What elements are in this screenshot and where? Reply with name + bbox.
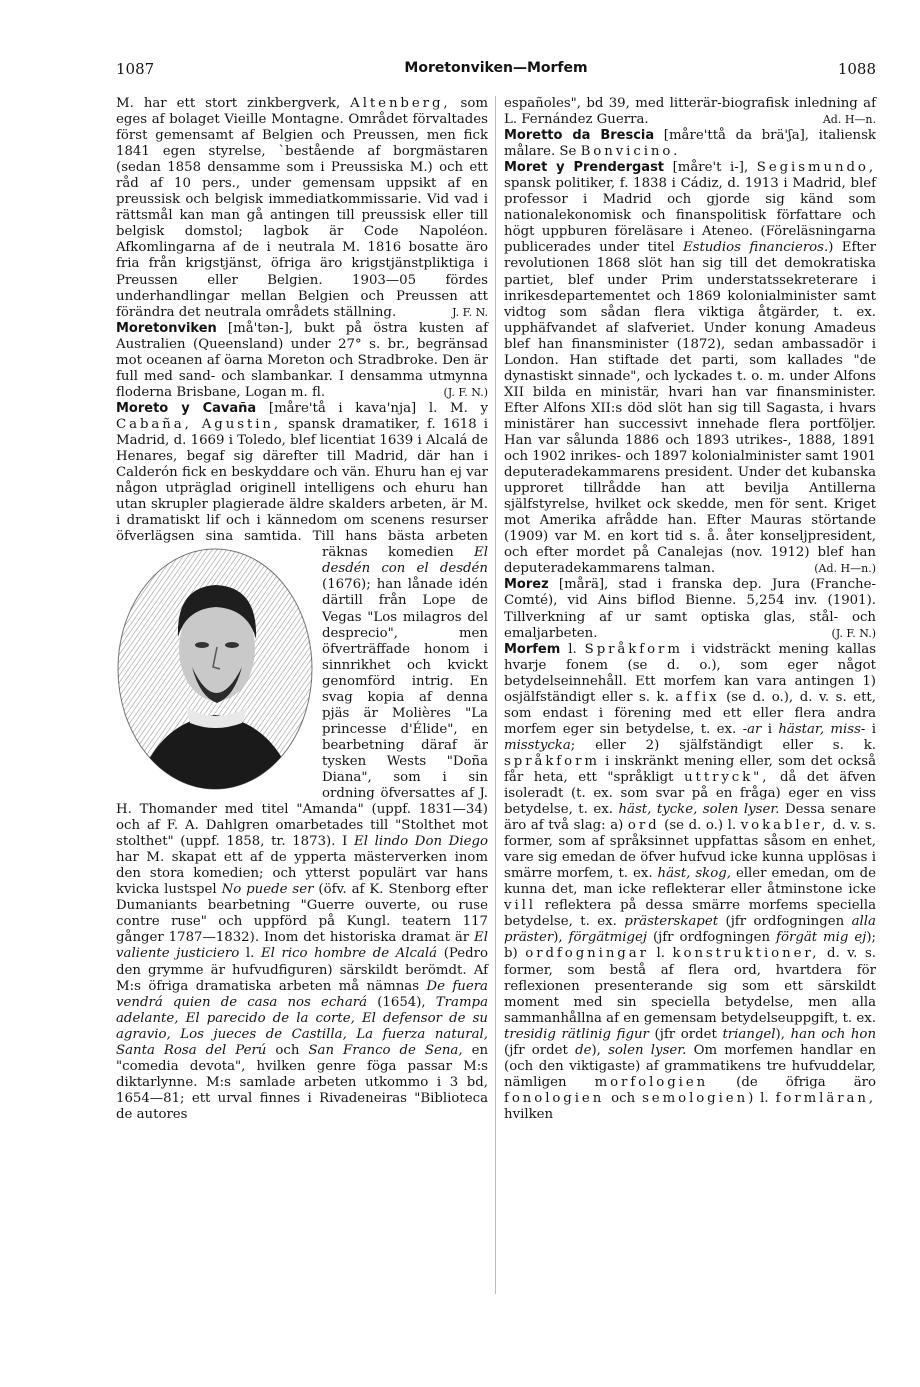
text: M. har ett stort zinkbergverk,	[116, 96, 341, 111]
text: Dessa senare äro af två slag: a)	[504, 802, 876, 834]
headword: Moreto y Cavaña	[116, 400, 257, 416]
text: (jfr ordfogningen	[652, 930, 771, 946]
text: (Pedro den grymme är hufvudfiguren) särskildt berömdt. Af M:s öfriga dramatiska arbeten må nämnas	[116, 946, 488, 994]
page-header	[116, 60, 876, 84]
text: l.	[568, 641, 577, 657]
text: [måre'tå i kava'nja] l. M. y	[268, 400, 488, 416]
text: i	[767, 721, 772, 737]
italic-term: han och hon	[790, 1026, 877, 1042]
italic-title: El rico hombre de Alcalá	[260, 946, 438, 962]
italic-title: Trampa adelante, El parecido de la corte, El defensor de su agravio, Los jueces de Castilla, La fuerza natural, Santa Rosa del Perú	[116, 994, 488, 1058]
italic-term: prästerskapet	[624, 914, 719, 930]
signature: J. F. N.	[452, 305, 488, 319]
text: (se d. o.) l.	[664, 818, 737, 834]
headword: Moretto da Brescia	[504, 128, 655, 144]
text: (jfr ordfogningen	[725, 914, 845, 930]
text: då det äfven isoleradt (t. ex. som svar på en fråga) eger en viss betydelse, t. ex.	[504, 769, 876, 818]
text: [må'tən-], bukt på östra kusten af Australien (Queensland) under 27° s. br., begränsad mot oceanen af öarna Moreton och Stradbroke. Den är full med sand- och slambankar. I densamma utmynna floderna Brisbane, Logan m. fl.	[116, 320, 489, 400]
signature: (J. F. N.)	[443, 385, 488, 399]
signature: Ad. H—n.	[822, 113, 876, 127]
right-column	[504, 96, 876, 1123]
entry-moret	[504, 160, 876, 577]
text: (öfv. af K. Stenborg efter Dumaniants bearbetning "Guerre ouverte, ou ruse contre ruse" och uppförd på Kungl. teatern 117 gånger 1787—1832). Inom det historiska dramat är	[116, 882, 489, 946]
text: spansk politiker, f. 1838 i Cádiz, d. 1913 i Madrid, blef professor i Madrid och gjorde sig känd som nationalekonomisk och finanspolitisk författare och högt uppburen föreläsare i Ateneo. (Föreläsningarna publicerades under titel	[504, 176, 876, 256]
text: och	[611, 1090, 636, 1106]
text: d. v. s. former, som bestå af flera ord, hvartdera för reflexionen presenterande sig som ett särskildt moment med sin speciella betydelse, men alla sammanhållna af en gemensam betydelseuppgift, t. ex.	[504, 946, 877, 1026]
spaced-text: ordfogningar	[525, 946, 649, 962]
italic-title: San Franco de Sena,	[308, 1042, 463, 1058]
text: spansk dramatiker, f. 1618 i Madrid, d. 1669 i Toledo, blef licentiat 1639 i Alcalá de Henares, begaf sig därefter till Madrid, där han i Calderón fick en beskyddare och vän. Ehuru han ej var någon utpräglad originell intelligens och ehuru han utan skrupler plagierade äldre skalders arbeten, är M. i dramatiskt lif och i kännedom om scenens resurser öfverlägsen sina samtida. Till hans bästa arbeten räknas komedien	[116, 416, 488, 561]
entry-moretto	[504, 128, 876, 160]
italic-title: El valiente justiciero	[116, 930, 488, 962]
headword: Moretonviken	[116, 320, 217, 336]
spaced-text: Språkform	[584, 641, 683, 657]
text: ) l.	[748, 1090, 769, 1106]
text: [måre't i-],	[672, 160, 749, 176]
spaced-text: Cabaña, Agustin,	[116, 416, 282, 432]
text: l.	[245, 946, 255, 962]
entry-monster-continued	[116, 96, 488, 321]
text: [mårä], stad i franska dep. Jura (Franche-Comté), vid Ains biflod Bienne. 5,254 inv. (1901). Tillverkning af ur samt optiska glas, stål- och emaljarbeten.	[504, 577, 876, 641]
italic-term: triangel	[722, 1026, 776, 1042]
text: españoles", bd 39, med litterär-biografisk inledning af L. Fernández Guerra.	[504, 96, 876, 128]
text: ); b)	[504, 930, 876, 962]
spaced-text: Segismundo,	[756, 160, 877, 176]
text: ),	[553, 930, 563, 946]
text: i vidsträckt mening kallas hvarje fonem (se d. o.), som eger något betydelseinnehåll. Ett morfem kan vara antingen 1) osjälfständigt eller s. k.	[504, 641, 877, 705]
entry-moreto	[116, 401, 488, 1123]
italic-term: alla präster	[504, 914, 876, 946]
italic-term: häst, tycke, solen lyser.	[618, 802, 780, 818]
text: (jfr ordet	[654, 1026, 717, 1042]
signature: (Ad. H—n.)	[814, 562, 876, 576]
spaced-text: morfologien	[594, 1074, 709, 1090]
text: (1654),	[377, 994, 426, 1010]
text: (de öfriga äro	[736, 1074, 876, 1090]
spaced-text: vokabler,	[740, 818, 829, 834]
text: en "comedia devota", hvilken genre föga passar M:s diktarlynne. M:s samlade arbeten utkommo i 3 bd, 1654—81; ett urval finnes i Rivadeneiras "Biblioteca de autores	[116, 1042, 489, 1122]
italic-term: häst, skog,	[657, 866, 731, 882]
italic-term: tresidig rätlinig figur	[504, 1026, 649, 1042]
signature: (J. F. N.)	[831, 626, 876, 640]
spaced-text: ord	[627, 818, 660, 834]
text: och	[275, 1042, 300, 1058]
text: (1676); han lånade idén därtill från Lope de Vegas "Los milagros del desprecio", men öfverträffade honom i sinnrikhet och kvickt genomförd intrig. En svag kopia af denna pjäs är Molières "La princesse d'Élide", en bearbetning däraf är tysken Wests "Doña Diana", som i sin ordning öfversattes af J. H. Thomander med titel "Amanda" (uppf. 1831—34) och af F. A. Dahlgren omarbetades till "Stolthet mot stolthet" (uppf. 1858, tr. 1873). I	[116, 577, 488, 850]
text: ) Efter revolutionen 1868 slöt han sig till det demokratiska partiet, blef under Prim understatssekreterare i inrikesdepartementet och 1869 kolonialminister samt vidtog som sådan flera viktiga åtgärder, t. ex. upphäfvandet af slafveriet. Under konung Amadeus blef han finansminister (1872), sedan ambassadör i London. Han stiftade det parti, som kallades "de dynastiskt sinnade", och lyckades t. o. m. under Alfons XII bilda en ministär, hvari han var finansminister. Efter Alfons XII:s död slöt han sig till Sagasta, i hvars ministärer han successivt innehade flera portföljer. Han var sålunda 1886 och 1893 utrikes-, 1888, 1891 och 1902 inrikes- och 1897 kolonialminister samt 1901 deputeradekammarens president. Under det kubanska upproret tillrådde han att bevilja Antillerna själfstyrelse, hvilket ock skedde, men för sent. Kriget mot Amerika afrådde han. Efter Mauras störtande (1909) var M. en kort tid s. å. åter konseljpresident, och efter mordet på Canalejas (nov. 1912) blef han deputeradekammarens talman.	[504, 240, 876, 577]
spaced-text: fonologien	[504, 1090, 605, 1106]
spaced-text: uttryck",	[684, 769, 770, 785]
page-number-left: 1087	[116, 60, 155, 78]
spaced-text: vill	[504, 898, 536, 914]
italic-term: misstycka	[504, 737, 571, 753]
italic-term: hästar, miss-	[778, 721, 866, 737]
spaced-text: affix	[675, 689, 720, 705]
text: i inskränkt mening eller, som det också får heta, ett "språkligt	[504, 753, 876, 785]
entry-moreto-continued	[504, 96, 876, 128]
text: [måre'ttå da brä'ʃa], italiensk målare. Se	[504, 128, 876, 160]
running-title: Moretonviken—Morfem	[404, 60, 588, 76]
spaced-text: konstruktioner,	[672, 946, 820, 962]
italic-title: Estudios financieros.	[682, 240, 829, 256]
text: Om morfemen handlar en (och den viktigaste) af grammatikens tre hufvuddelar, nämligen	[504, 1042, 877, 1090]
text: eller emedan, om de kunna det, man icke reflekterar eller åtminstone icke	[504, 866, 876, 898]
text: som eges af bolaget Vieille Montagne. Området förvaltades först gemensamt af Belgien och Preussen, men fick 1841 egen styrelse, `bestående af borgmästaren (sedan 1858 densamme som i Preussiska M.) och ett råd af 10 pers., under gemensam uppsikt af en preussisk och belgisk immediatkommissarie. Vid vad i rättsmål kan man gå antingen till preussisk eller till belgisk domstol; lagbok är Code Napoléon. Afkomlingarna af de i neutrala M. 1816 bosatte äro fria från krigstjänst, öfriga äro krigstjänstpliktiga i Preussen eller Belgien. 1903—05 fördes underhandlingar mellan Belgien och Preussen att förändra det neutrala områdets ställning.	[116, 96, 488, 320]
text: ; eller 2) själfständigt eller s. k.	[570, 737, 876, 753]
spaced-text: Bonvicino.	[580, 144, 681, 160]
italic-term: förgät mig ej	[776, 930, 867, 946]
spaced-text: språkform	[504, 753, 600, 769]
italic-title: El desdén con el desdén	[322, 545, 489, 577]
italic-title: De fuera vendrá quien de casa nos echará	[116, 978, 488, 1010]
portrait-engraving	[116, 547, 314, 791]
spaced-text: formläran,	[775, 1090, 876, 1106]
italic-term: de	[575, 1042, 592, 1058]
text: (se d. o.), d. v. s. ett, som endast i förening med ett eller flera andra morfem eger sin betydelse, t. ex.	[504, 689, 877, 737]
text: ),	[775, 1026, 785, 1042]
text: i	[871, 721, 876, 737]
text: (jfr ordet	[504, 1042, 568, 1058]
text: d. v. s. former, som af språksinnet uppfattas såsom en enhet, vare sig emedan de öfver hufvud icke kunna upplösas i smärre morfem, t. ex.	[504, 818, 876, 882]
headword: Moret y Prendergast	[504, 160, 665, 176]
spaced-text: Altenberg,	[350, 96, 451, 111]
headword: Morez	[504, 577, 549, 593]
headword: Morfem	[504, 641, 561, 657]
entry-moretonviken	[116, 321, 488, 401]
text: hvilken	[504, 1106, 554, 1122]
text: har M. skapat ett af de ypperta mästerverken inom den stora komedien; och ytterst populärt var hans kvicka lustspel	[116, 850, 488, 898]
page-number-right: 1088	[837, 60, 876, 78]
spaced-text: semologien	[642, 1090, 749, 1106]
text: l.	[656, 946, 665, 962]
italic-title: El lindo Don Diego	[353, 834, 488, 850]
text: ),	[591, 1042, 601, 1058]
entry-morez	[504, 577, 876, 641]
italic-title: No puede ser	[221, 882, 314, 898]
column-divider	[495, 96, 496, 1294]
italic-term: solen lyser.	[608, 1042, 687, 1058]
entry-morfem	[504, 642, 876, 1123]
italic-term: förgätmigej	[568, 930, 647, 946]
left-column	[116, 96, 488, 1123]
italic-term: -ar	[742, 721, 762, 737]
text: reflektera på dessa smärre morfems speciella betydelse, t. ex.	[504, 898, 876, 930]
